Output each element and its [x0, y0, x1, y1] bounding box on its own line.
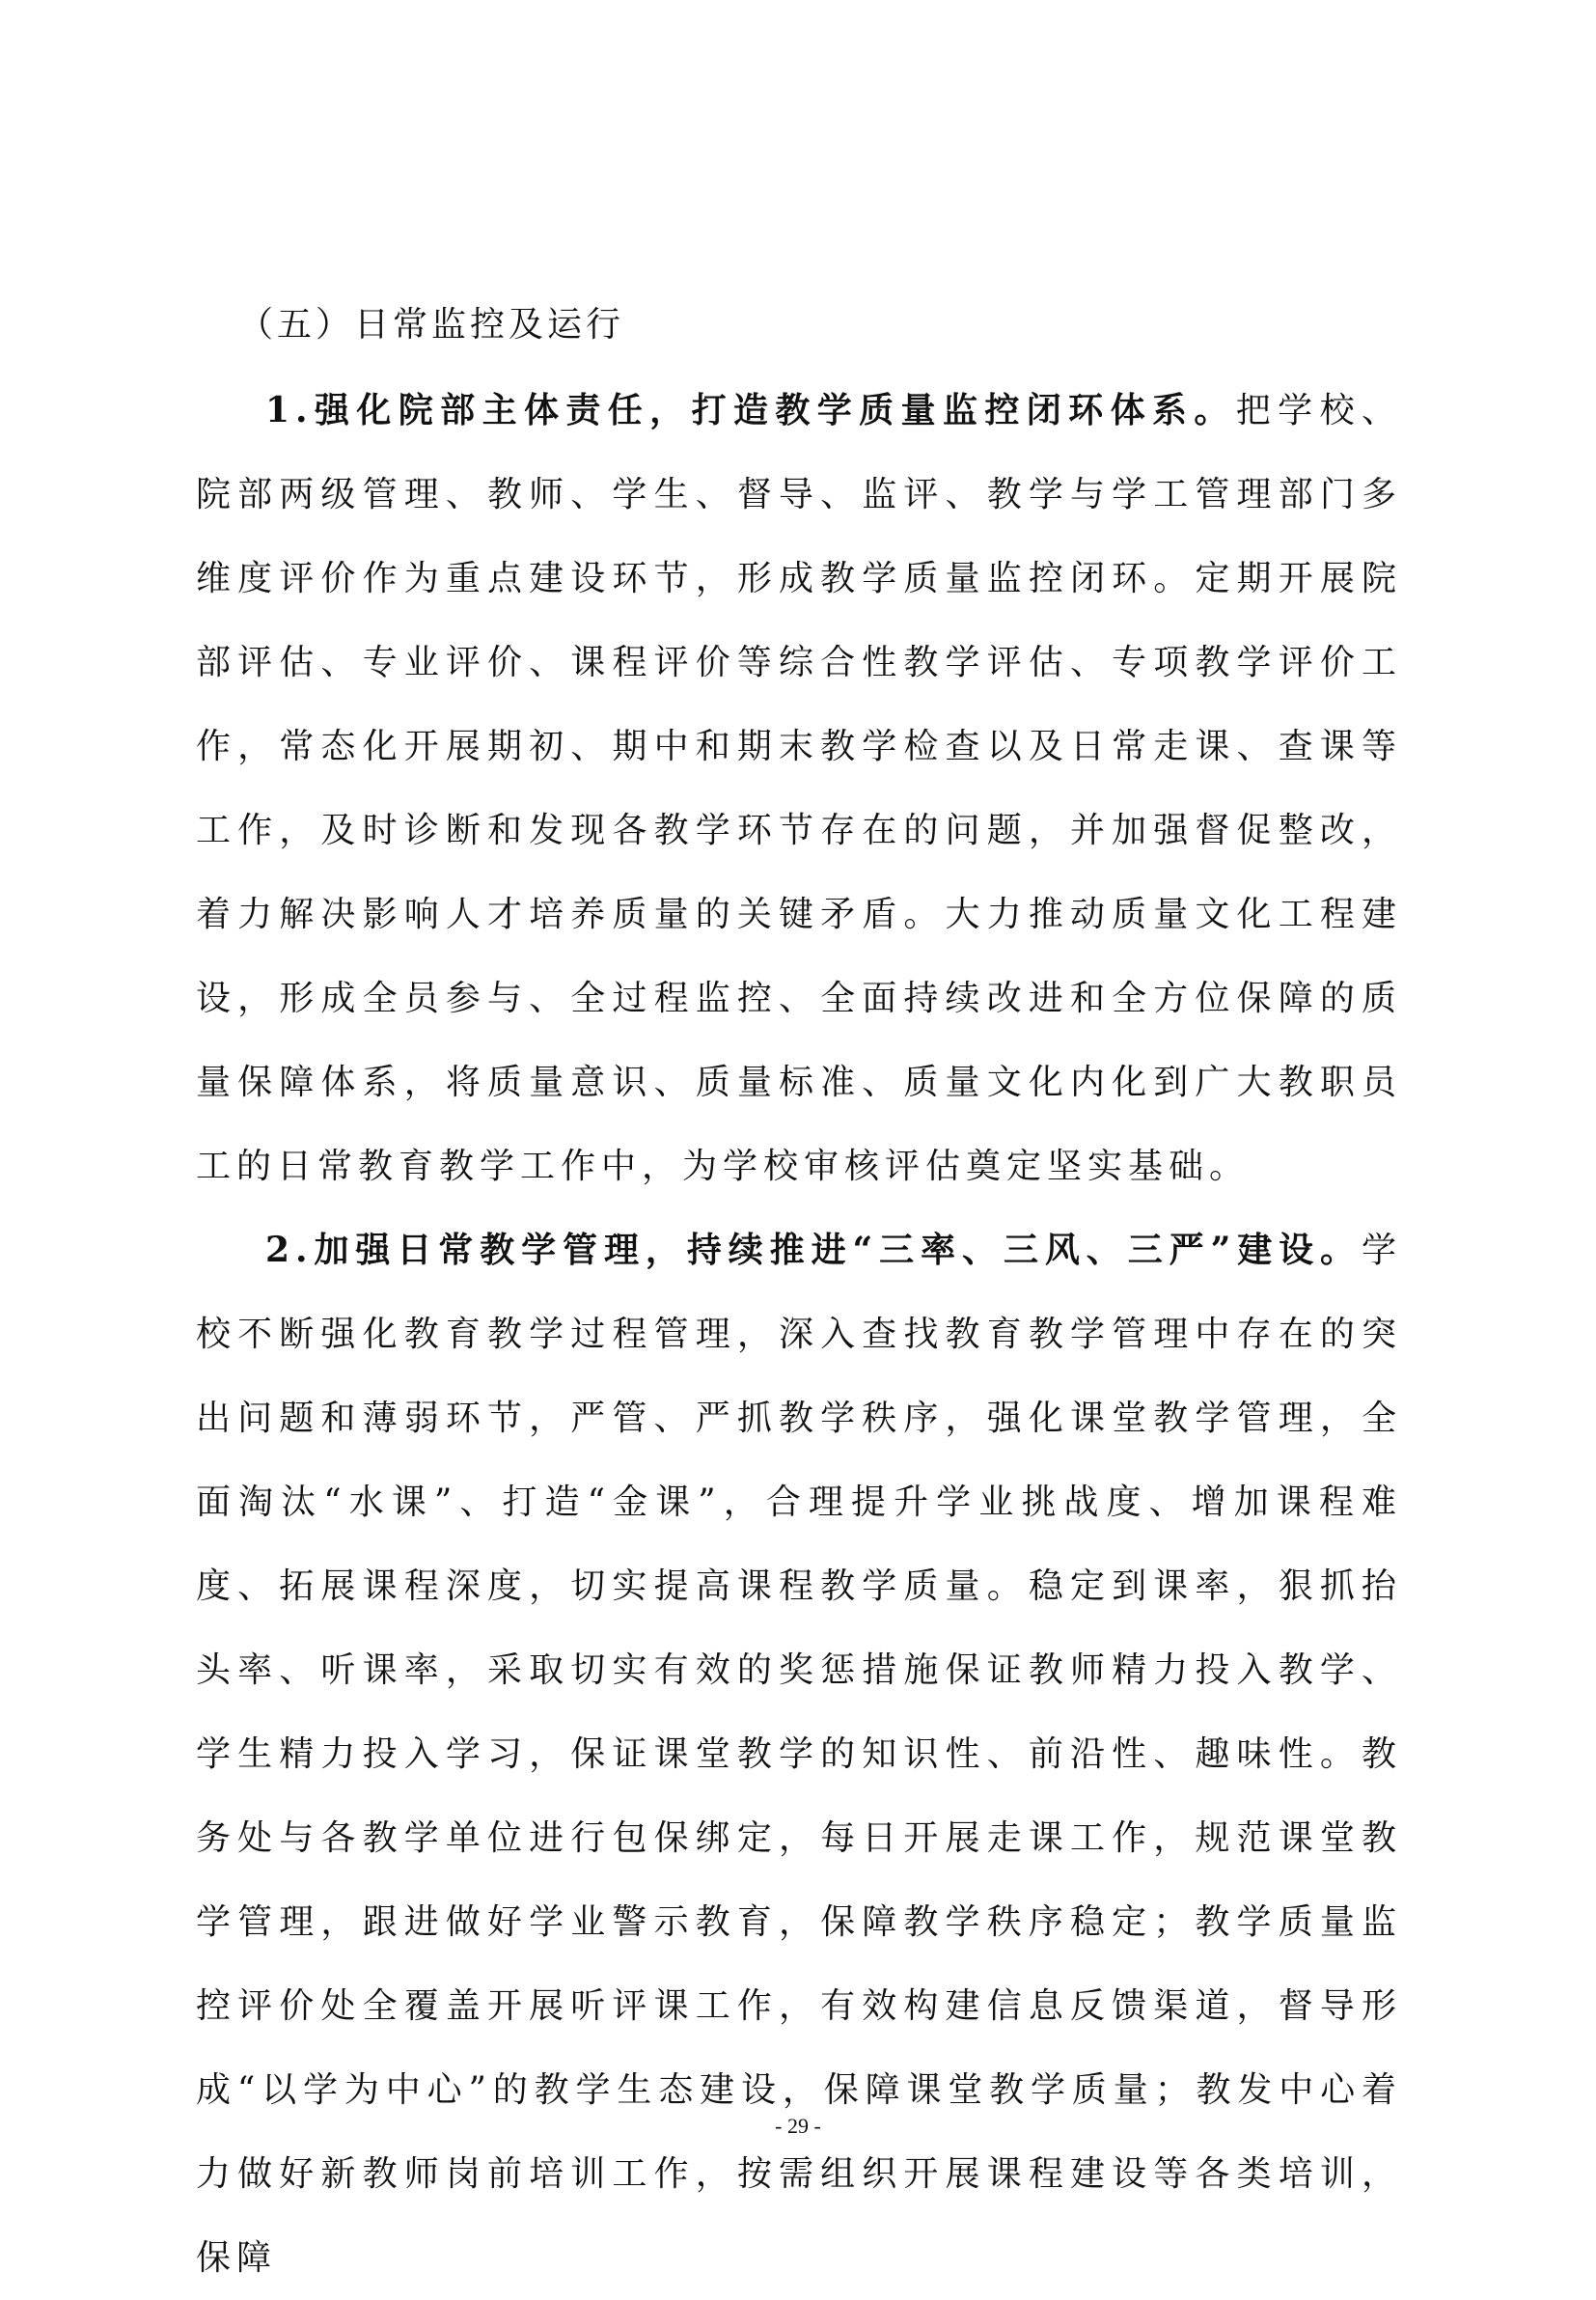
section-heading: （五）日常监控及运行: [238, 305, 625, 345]
paragraph-2-lead: 2.加强日常教学管理，持续推进“三率、三风、三严”建设。: [265, 1230, 1362, 1270]
paragraph-1-body: 把学校、院部两级管理、教师、学生、督导、监评、教学与学工管理部门多维度评价作为重点建设环节，形成教学质量监控闭环。定期开展院部评估、专业评价、课程评价等综合性教学评估、专项教学评价工作，常态化开展期初、期中和期末教学检查以及日常走课、查课等工作，及时诊断和发现各教学环节存在的问题，并加强督促整改，着力解决影响人才培养质量的关键矛盾。大力推动质量文化工程建设，形成全员参与、全过程监控、全面持续改进和全方位保障的质量保障体系，将质量意识、质量标准、质量文化内化到广大教职员工的日常教育教学工作中，为学校审核评估奠定坚实基础。: [196, 391, 1402, 1186]
page-body: [196, 282, 1402, 2300]
page-number: - 29 -: [775, 2114, 821, 2138]
paragraph-1: [196, 369, 1402, 1208]
paragraph-2-body: 学校不断强化教育教学过程管理，深入查找教育教学管理中存在的突出问题和薄弱环节，严管、严抓教学秩序，强化课堂教学管理，全面淘汰“水课”、打造“金课”，合理提升学业挑战度、增加课程难度、拓展课程深度，切实提高课程教学质量。稳定到课率，狠抓抬头率、听课率，采取切实有效的奖惩措施保证教师精力投入教学、学生精力投入学习，保证课堂教学的知识性、前沿性、趣味性。教务处与各教学单位进行包保绑定，每日开展走课工作，规范课堂教学管理，跟进做好学业警示教育，保障教学秩序稳定；教学质量监控评价处全覆盖开展听评课工作，有效构建信息反馈渠道，督导形成“以学为中心”的教学生态建设，保障课堂教学质量；教发中心着力做好新教师岗前培训工作，按需组织开展课程建设等各类培训，保障: [196, 1231, 1402, 2278]
paragraph-1-lead: 1.强化院部主体责任，打造教学质量监控闭环体系。: [265, 390, 1236, 430]
